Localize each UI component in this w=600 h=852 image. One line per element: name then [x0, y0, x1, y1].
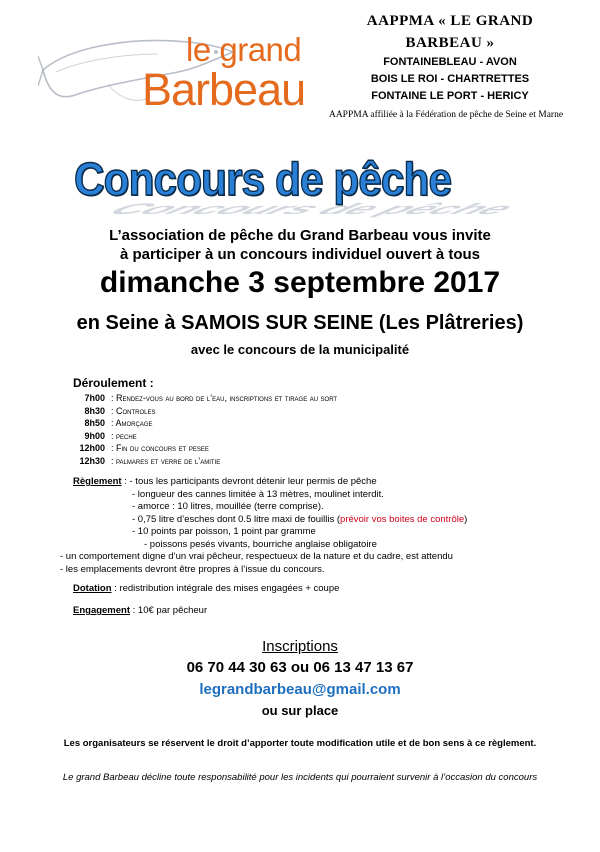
affiliation-text: AAPPMA affiliée à la Fédération de pêche de Seine et Marne: [328, 110, 564, 120]
schedule-time: 8h50: [84, 418, 105, 428]
rules-text: ): [464, 513, 468, 525]
schedule-row: [73, 430, 473, 443]
schedule-time: 8h30: [84, 405, 105, 416]
event-date: dimanche 3 septembre 2017: [99, 266, 501, 299]
page-title: [60, 150, 540, 220]
schedule-desc: : peche: [111, 430, 137, 441]
title-reflection: Concours de pêche: [95, 200, 529, 218]
rules-section: [60, 476, 580, 576]
rules-line: - un comportement digne d’un vrai pêcheur, respectueux de la nature et du cadre, est attendu: [60, 551, 453, 562]
inscriptions-heading: Inscriptions: [262, 638, 338, 655]
engagement-text: : 10€ par pêcheur: [130, 605, 208, 616]
contact-email[interactable]: legrandbarbeau@gmail.com: [199, 681, 401, 698]
rules-line: - 10 points par poisson, 1 point par gramme: [132, 526, 316, 537]
intro-line: L’association de pêche du Grand Barbeau vous invite: [109, 227, 491, 244]
schedule-row: [73, 455, 473, 468]
dotation-text: : redistribution intégrale des mises engagées + coupe: [111, 583, 340, 594]
engagement-label: Engagement: [73, 605, 131, 616]
engagement-line: [73, 605, 207, 616]
rules-text: - 0,75 litre d’esches dont 0.5 litre maxi de fouillis (: [132, 513, 341, 525]
schedule-time: 7h00: [84, 393, 105, 403]
schedule-desc: : Amorçage: [111, 418, 153, 428]
schedule-row: [73, 405, 473, 418]
rules-label: Règlement: [73, 476, 122, 487]
rules-line: - les emplacements devront être propres à l’issue du concours.: [60, 563, 325, 575]
dotation-label: Dotation: [73, 583, 112, 594]
rules-line: [60, 476, 580, 489]
schedule-desc: : Rendez-vous au bord de l’eau, inscriptions et tirage au sort: [111, 393, 338, 403]
schedule: [73, 376, 473, 467]
intro-line: à participer à un concours individuel ouvert à tous: [119, 246, 481, 263]
club-logo: [38, 28, 310, 128]
rules-line: - longueur des cannes limitée à 13 mètres, moulinet interdit.: [132, 488, 384, 500]
rules-line: - amorce : 10 litres, mouillée (terre comprise).: [132, 501, 324, 512]
association-header: [318, 10, 582, 123]
schedule-row: [73, 392, 473, 405]
town-line: FONTAINEBLEAU - AVON: [383, 56, 517, 68]
schedule-time: 12h30: [79, 455, 105, 466]
schedule-row: [73, 442, 473, 455]
association-name-line1: AAPPMA « LE GRAND: [366, 13, 534, 29]
schedule-row: [73, 417, 473, 430]
schedule-desc: : Fin du concours et pesee: [111, 443, 209, 453]
logo-text-line2: Barbeau: [142, 64, 306, 115]
partner-note: avec le concours de la municipalité: [190, 342, 410, 357]
town-line: FONTAINE LE PORT - HERICY: [371, 90, 529, 102]
schedule-time: 12h00: [79, 443, 105, 453]
phone-numbers: 06 70 44 30 63 ou 06 13 47 13 67: [186, 659, 414, 676]
rules-warning: prévoir vos boites de contrôle: [340, 513, 465, 525]
onsite-note: ou sur place: [261, 703, 339, 718]
title-text: Concours de pêche: [74, 153, 452, 205]
logo-text-line1: le grand: [186, 31, 302, 68]
schedule-desc: : palmares et verre de l’amitie: [111, 455, 221, 466]
schedule-heading: Déroulement :: [73, 376, 154, 390]
intro-text: [0, 226, 600, 264]
schedule-desc: : Controles: [111, 405, 156, 416]
organizers-note: Les organisateurs se réservent le droit d’apporter toute modification utile et de bon sens à ce règlement.: [63, 738, 537, 749]
event-place: en Seine à SAMOIS SUR SEINE (Les Plâtreries): [76, 312, 524, 334]
town-line: BOIS LE ROI - CHARTRETTES: [370, 73, 530, 85]
disclaimer: Le grand Barbeau décline toute responsabilité pour les incidents qui pourraient survenir à l’occasion du concours: [62, 772, 538, 783]
dotation-line: [73, 583, 339, 594]
rules-line: [60, 514, 580, 527]
rules-line: - poissons pesés vivants, bourriche anglaise obligatoire: [144, 538, 377, 550]
schedule-time: 9h00: [84, 430, 105, 441]
rules-text: : - tous les participants devront détenir leur permis de pêche: [121, 476, 377, 487]
association-name-line2: BARBEAU »: [405, 35, 495, 51]
